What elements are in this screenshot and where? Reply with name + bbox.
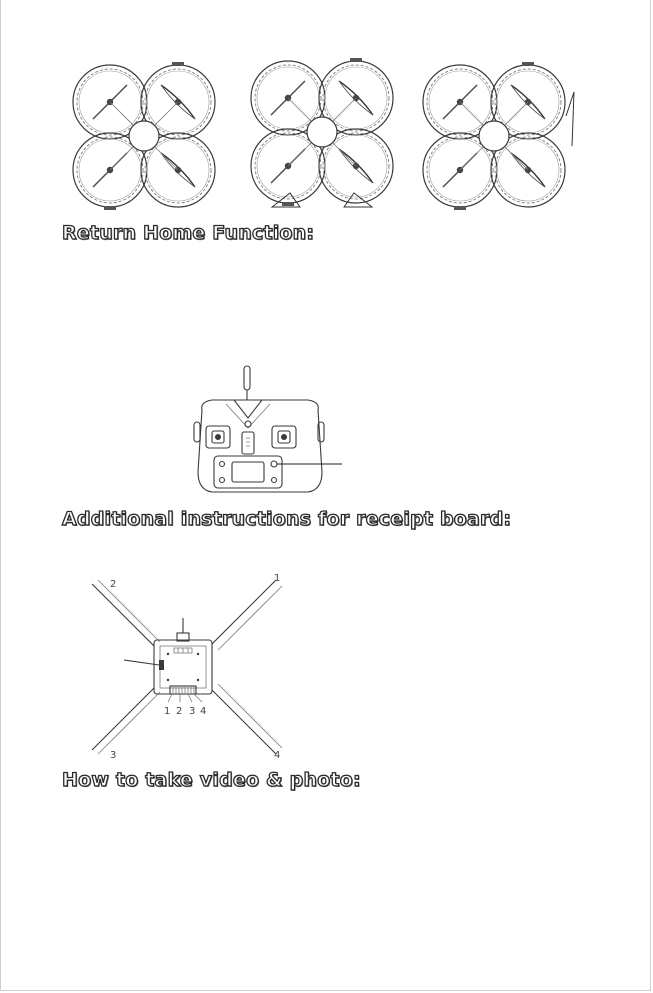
lower-panel — [214, 456, 282, 488]
receipt-board-heading: Additional instructions for receipt board: — [62, 508, 512, 530]
return-home-button[interactable] — [271, 461, 277, 467]
return-home-heading: Return Home Function: — [62, 222, 315, 244]
panel-button-top-left[interactable] — [220, 462, 225, 467]
drone-top-view-icon — [73, 62, 215, 210]
right-stick[interactable] — [281, 434, 287, 440]
screen — [232, 462, 264, 482]
drone-illustration-right — [418, 62, 578, 212]
connector-label-4: 4 — [200, 706, 207, 717]
panel-button-bottom-right[interactable] — [272, 478, 277, 483]
arm-label-4: 4 — [274, 750, 281, 761]
controller-body — [198, 400, 322, 492]
connector-label-3: 3 — [189, 706, 196, 717]
board-switch[interactable] — [159, 660, 164, 670]
arm-label-3: 3 — [110, 750, 117, 761]
drone-illustration-middle — [238, 62, 408, 212]
arm-label-1: 1 — [274, 573, 281, 584]
connector-label-1: 1 — [164, 706, 171, 717]
antenna — [244, 366, 250, 390]
drone-illustration-left — [66, 62, 226, 212]
remote-controller-icon — [190, 362, 350, 497]
motor-connector — [170, 686, 196, 694]
drone-top-view-icon — [423, 62, 574, 210]
receiver-board-icon — [88, 574, 288, 760]
power-indicator — [245, 421, 251, 427]
left-stick[interactable] — [215, 434, 221, 440]
arm-label-2: 2 — [110, 579, 117, 590]
drone-top-view-icon — [251, 58, 393, 207]
connector-label-2: 2 — [176, 706, 183, 717]
panel-button-bottom-left[interactable] — [220, 478, 225, 483]
video-photo-heading: How to take video & photo: — [62, 769, 361, 791]
